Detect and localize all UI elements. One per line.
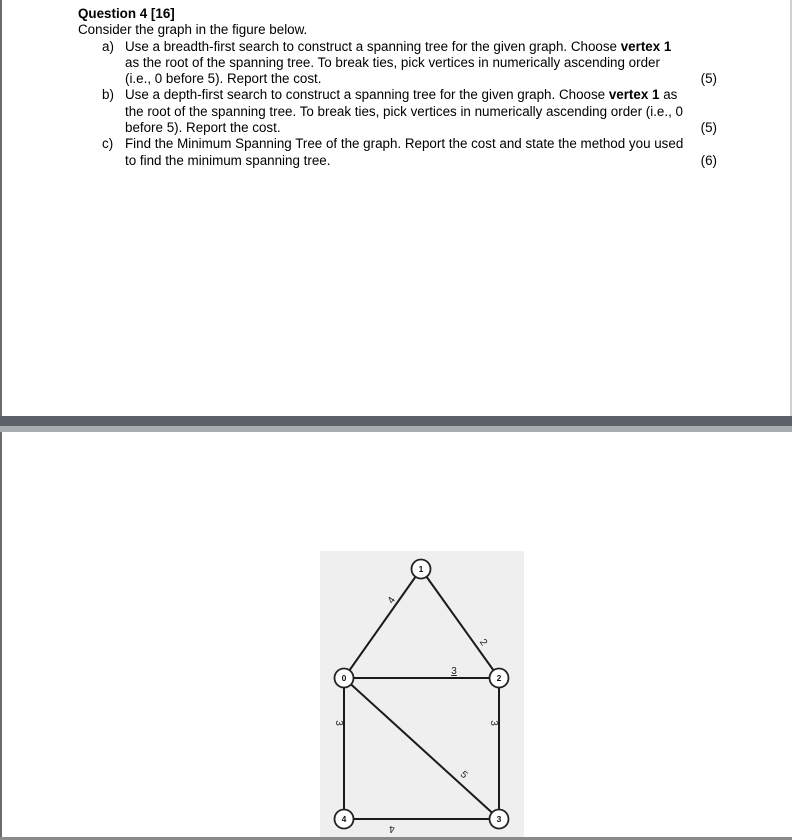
graph-figure <box>320 551 524 840</box>
part-line: (i.e., 0 before 5). Report the cost. (5) <box>125 71 717 87</box>
edge-weight-1-2: 2 <box>476 637 490 648</box>
graph-node-0 <box>335 669 354 688</box>
part-letter: b) <box>102 87 114 103</box>
edge-weight-1-0: 4 <box>385 595 399 606</box>
svg-text:0: 0 <box>341 673 347 683</box>
question-part-c <box>78 136 723 169</box>
document-page-upper <box>0 0 792 416</box>
part-line: the root of the spanning tree. To break ties, pick vertices in numerically ascending order (i.e., 0 <box>125 103 683 119</box>
part-line: Use a breadth-first search to construct a spanning tree for the given graph. Choose vertex 1 <box>125 38 672 54</box>
part-marks: (5) <box>700 71 717 87</box>
edge-1-0 <box>344 569 421 678</box>
svg-text:3: 3 <box>496 814 502 824</box>
edge-weight-0-2: 3 <box>451 666 457 677</box>
part-line: before 5). Report the cost. (5) <box>125 120 717 136</box>
page-divider <box>0 416 792 432</box>
part-marks: (5) <box>700 120 717 136</box>
part-line: as the root of the spanning tree. To break ties, pick vertices in numerically ascending order <box>125 54 660 70</box>
edge-weight-0-3: 5 <box>457 769 470 782</box>
question-block <box>78 6 723 169</box>
part-line: to find the minimum spanning tree. (6) <box>125 152 717 168</box>
graph-svg <box>320 551 524 840</box>
part-line: Use a depth-first search to construct a spanning tree for the given graph. Choose vertex 1 as <box>125 87 678 103</box>
edge-weight-2-3: 3 <box>488 720 499 726</box>
question-title: Question 4 [16] <box>78 6 175 21</box>
question-part-b <box>78 87 723 136</box>
graph-node-4 <box>335 810 354 829</box>
edge-1-2 <box>421 569 499 678</box>
question-part-a <box>78 39 723 88</box>
edge-weight-4-3: 4 <box>389 823 395 834</box>
svg-text:4: 4 <box>341 814 347 824</box>
graph-node-2 <box>490 669 509 688</box>
part-letter: a) <box>102 38 114 54</box>
svg-text:2: 2 <box>496 673 502 683</box>
svg-text:1: 1 <box>418 564 424 574</box>
part-letter: c) <box>102 136 114 152</box>
edge-0-3 <box>344 678 499 819</box>
part-marks: (6) <box>700 152 717 168</box>
edge-weight-0-4: 3 <box>333 720 344 726</box>
part-line: Find the Minimum Spanning Tree of the graph. Report the cost and state the method you used <box>125 136 684 152</box>
graph-node-3 <box>490 810 509 829</box>
question-intro: Consider the graph in the figure below. <box>78 22 308 38</box>
graph-node-1 <box>412 560 431 579</box>
